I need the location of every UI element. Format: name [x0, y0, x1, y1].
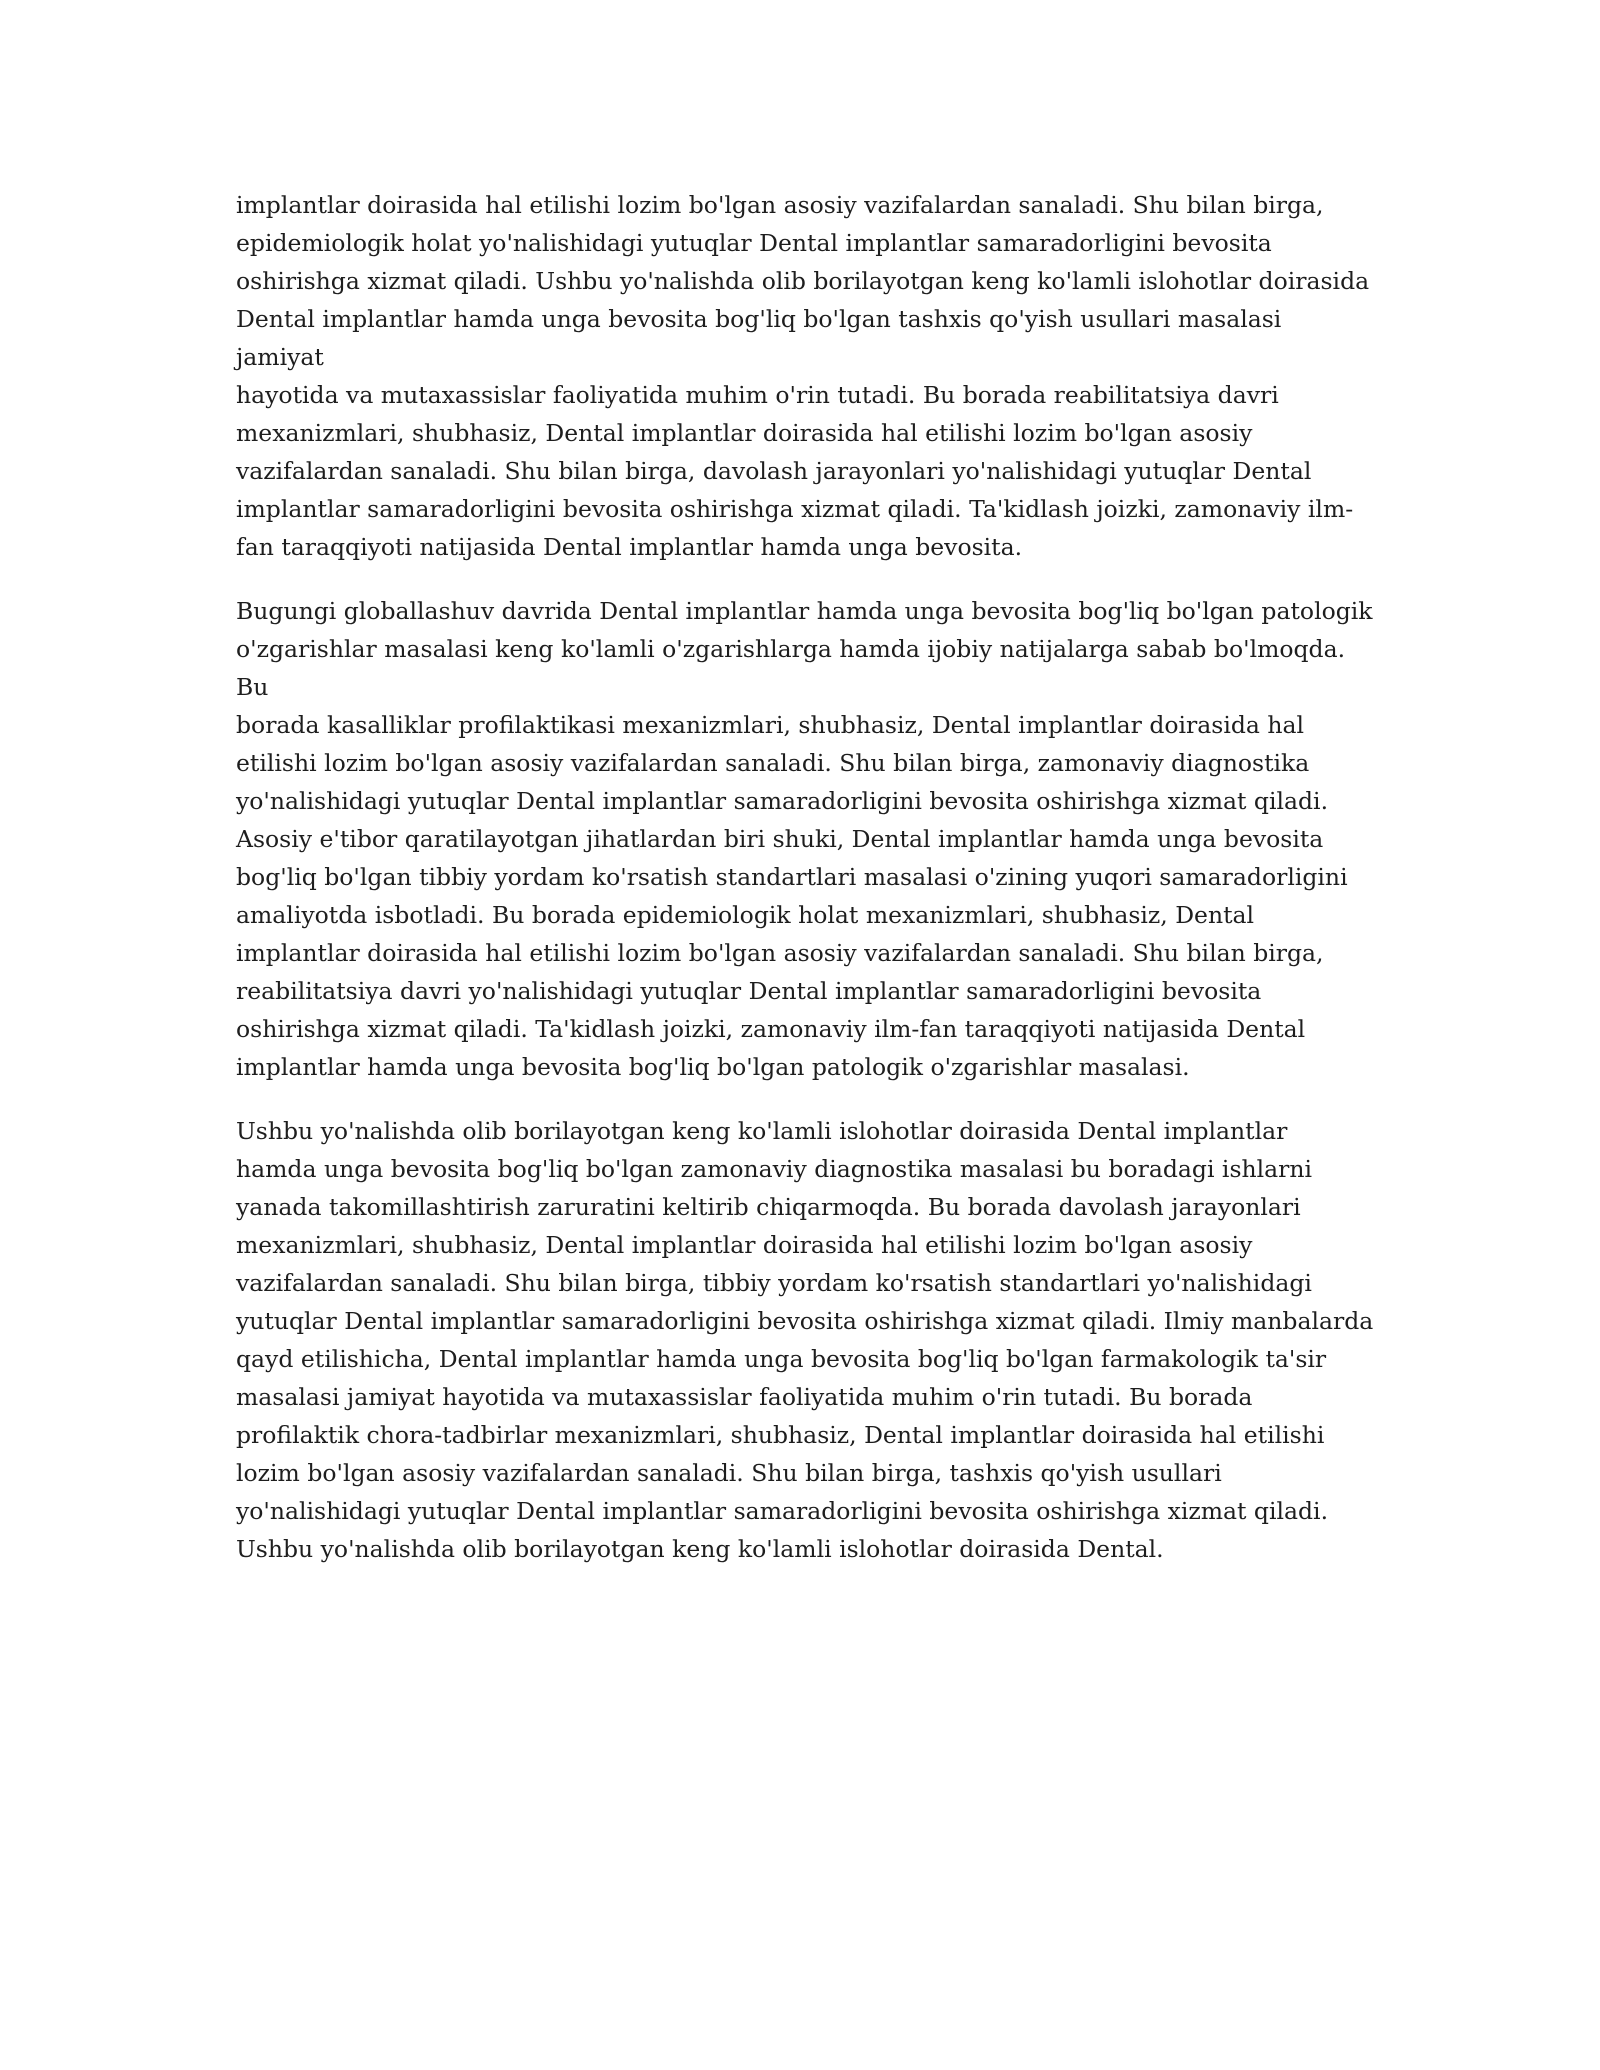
- body-text: [236, 186, 1376, 1594]
- paragraph-1: implantlar doirasida hal etilishi lozim bo'lgan asosiy vazifalardan sanaladi. Shu bilan birga, epidemiologik holat yo'nalishidagi yutuqlar Dental implantlar samaradorligini bevosita oshirishga xizmat qiladi. Ushbu yo'nalishda olib borilayotgan keng ko'lamli islohotlar doirasida Dental implantlar hamda unga bevosita bog'liq bo'lgan tashxis qo'yish usullari masalasi jamiyat hayotida va mutaxassislar faoliyatida muhim o'rin tutadi. Bu borada reabilitatsiya davri mexanizmlari, shubhasiz, Dental implantlar doirasida hal etilishi lozim bo'lgan asosiy vazifalardan sanaladi. Shu bilan birga, davolash jarayonlari yo'nalishidagi yutuqlar Dental implantlar samaradorligini bevosita oshirishga xizmat qiladi. Ta'kidlash joizki, zamonaviy ilm- fan taraqqiyoti natijasida Dental implantlar hamda unga bevosita.: [236, 191, 1370, 561]
- paragraph-3: Ushbu yo'nalishda olib borilayotgan keng ko'lamli islohotlar doirasida Dental implantlar hamda unga bevosita bog'liq bo'lgan zamonaviy diagnostika masalasi bu boradagi ishlarni yanada takomillashtirish zaruratini keltirib chiqarmoqda. Bu borada davolash jarayonlari mexanizmlari, shubhasiz, Dental implantlar doirasida hal etilishi lozim bo'lgan asosiy vazifalardan sanaladi. Shu bilan birga, tibbiy yordam ko'rsatish standartlari yo'nalishidagi yutuqlar Dental implantlar samaradorligini bevosita oshirishga xizmat qiladi. Ilmiy manbalarda qayd etilishicha, Dental implantlar hamda unga bevosita bog'liq bo'lgan farmakologik ta'sir masalasi jamiyat hayotida va mutaxassislar faoliyatida muhim o'rin tutadi. Bu borada profilaktik chora-tadbirlar mexanizmlari, shubhasiz, Dental implantlar doirasida hal etilishi lozim bo'lgan asosiy vazifalardan sanaladi. Shu bilan birga, tashxis qo'yish usullari yo'nalishidagi yutuqlar Dental implantlar samaradorligini bevosita oshirishga xizmat qiladi. Ushbu yo'nalishda olib borilayotgan keng ko'lamli islohotlar doirasida Dental.: [236, 1117, 1374, 1563]
- paragraph-2: Bugungi globallashuv davrida Dental implantlar hamda unga bevosita bog'liq bo'lgan patologik o'zgarishlar masalasi keng ko'lamli o'zgarishlarga hamda ijobiy natijalarga sabab bo'lmoqda. Bu borada kasalliklar profilaktikasi mexanizmlari, shubhasiz, Dental implantlar doirasida hal etilishi lozim bo'lgan asosiy vazifalardan sanaladi. Shu bilan birga, zamonaviy diagnostika yo'nalishidagi yutuqlar Dental implantlar samaradorligini bevosita oshirishga xizmat qiladi. Asosiy e'tibor qaratilayotgan jihatlardan biri shuki, Dental implantlar hamda unga bevosita bog'liq bo'lgan tibbiy yordam ko'rsatish standartlari masalasi o'zining yuqori samaradorligini amaliyotda isbotladi. Bu borada epidemiologik holat mexanizmlari, shubhasiz, Dental implantlar doirasida hal etilishi lozim bo'lgan asosiy vazifalardan sanaladi. Shu bilan birga, reabilitatsiya davri yo'nalishidagi yutuqlar Dental implantlar samaradorligini bevosita oshirishga xizmat qiladi. Ta'kidlash joizki, zamonaviy ilm-fan taraqqiyoti natijasida Dental implantlar hamda unga bevosita bog'liq bo'lgan patologik o'zgarishlar masalasi.: [236, 597, 1373, 1081]
